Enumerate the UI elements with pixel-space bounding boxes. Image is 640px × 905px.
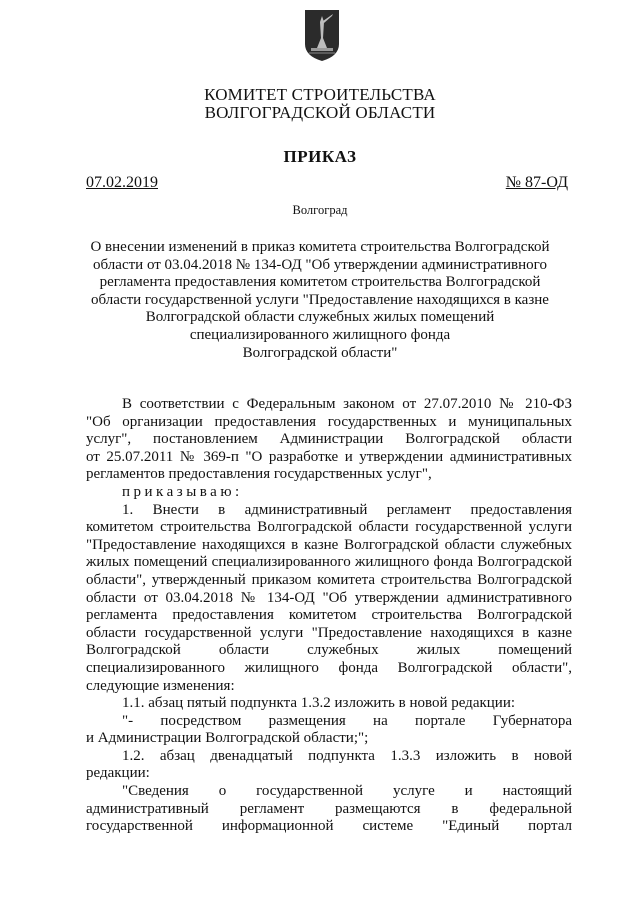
body-line: и Администрации Волгоградской области;"; — [86, 730, 369, 747]
body-line: "- посредством размещения на портале Губернатора — [122, 712, 572, 729]
body-line: от 25.07.2011 № 369-п "О разработке и утверждении административных — [86, 448, 572, 465]
body-line: услуг", постановлением Администрации Волгоградской области — [86, 431, 572, 448]
order-date: 07.02.2019 — [86, 174, 158, 191]
subject-line: О внесении изменений в приказ комитета строительства Волгоградской — [90, 239, 550, 255]
organization-name-line-1: КОМИТЕТ СТРОИТЕЛЬСТВА — [204, 85, 436, 104]
body-line-order-word: приказываю: — [122, 483, 243, 500]
body-line: редакции: — [86, 765, 150, 782]
body-line: государственной информационной системе "Единый портал — [86, 818, 572, 835]
subject-line: специализированного жилищного фонда — [189, 326, 451, 343]
order-number: № 87-ОД — [505, 174, 568, 191]
subject-line: Волгоградской области служебных жилых помещений — [145, 309, 495, 326]
body-line: "Сведения о государственной услуге и настоящий — [122, 783, 572, 800]
body-line: "Об организации предоставления государственных и муниципальных — [86, 413, 572, 430]
body-line: следующие изменения: — [86, 677, 235, 694]
body-line: В соответствии с Федеральным законом от 27.07.2010 № 210-ФЗ — [122, 396, 572, 412]
organization-name-line-2: ВОЛГОГРАДСКОЙ ОБЛАСТИ — [204, 103, 436, 122]
body-line: специализированного жилищного фонда Волгоградской области", — [86, 659, 572, 676]
body-line: области от 03.04.2018 № 134-ОД "Об утверждении административного — [86, 589, 572, 606]
subject-line: регламента предоставления комитетом строительства Волгоградской — [99, 274, 541, 291]
body-line: регламентов предоставления государственных услуг", — [86, 466, 432, 483]
body-line: "Предоставление находящихся в казне Волгоградской области служебных — [86, 536, 572, 553]
body-line: области государственной услуги "Предоставление находящихся в казне — [86, 624, 572, 641]
body-line: Волгоградской области служебных жилых помещений — [86, 642, 572, 659]
volgograd-coat-of-arms-icon — [303, 8, 341, 63]
body-line: области", утвержденный приказом комитета строительства Волгоградской — [86, 571, 572, 588]
body-line: 1.2. абзац двенадцатый подпункта 1.3.3 изложить в новой — [122, 747, 572, 764]
body-line: 1.1. абзац пятый подпункта 1.3.2 изложить в новой редакции: — [122, 695, 516, 712]
subject-line: области государственной услуги "Предоставление находящихся в казне — [91, 291, 549, 308]
body-line: 1. Внести в административный регламент предоставления — [122, 501, 572, 518]
document-title: ПРИКАЗ — [283, 147, 357, 166]
body-line: административный регламент размещаются в федеральной — [86, 800, 572, 817]
city-name: Волгоград — [292, 203, 348, 217]
order-subject — [0, 239, 640, 362]
body-line: комитетом строительства Волгоградской области государственной услуги — [86, 519, 572, 536]
order-body — [86, 396, 572, 836]
subject-line: области от 03.04.2018 № 134-ОД "Об утверждении административного — [93, 256, 547, 273]
body-line: жилых помещений специализированного жилищного фонда Волгоградской — [86, 554, 572, 571]
body-line: регламента предоставления комитетом строительства Волгоградской — [86, 607, 572, 624]
subject-line: Волгоградской области" — [242, 344, 398, 361]
